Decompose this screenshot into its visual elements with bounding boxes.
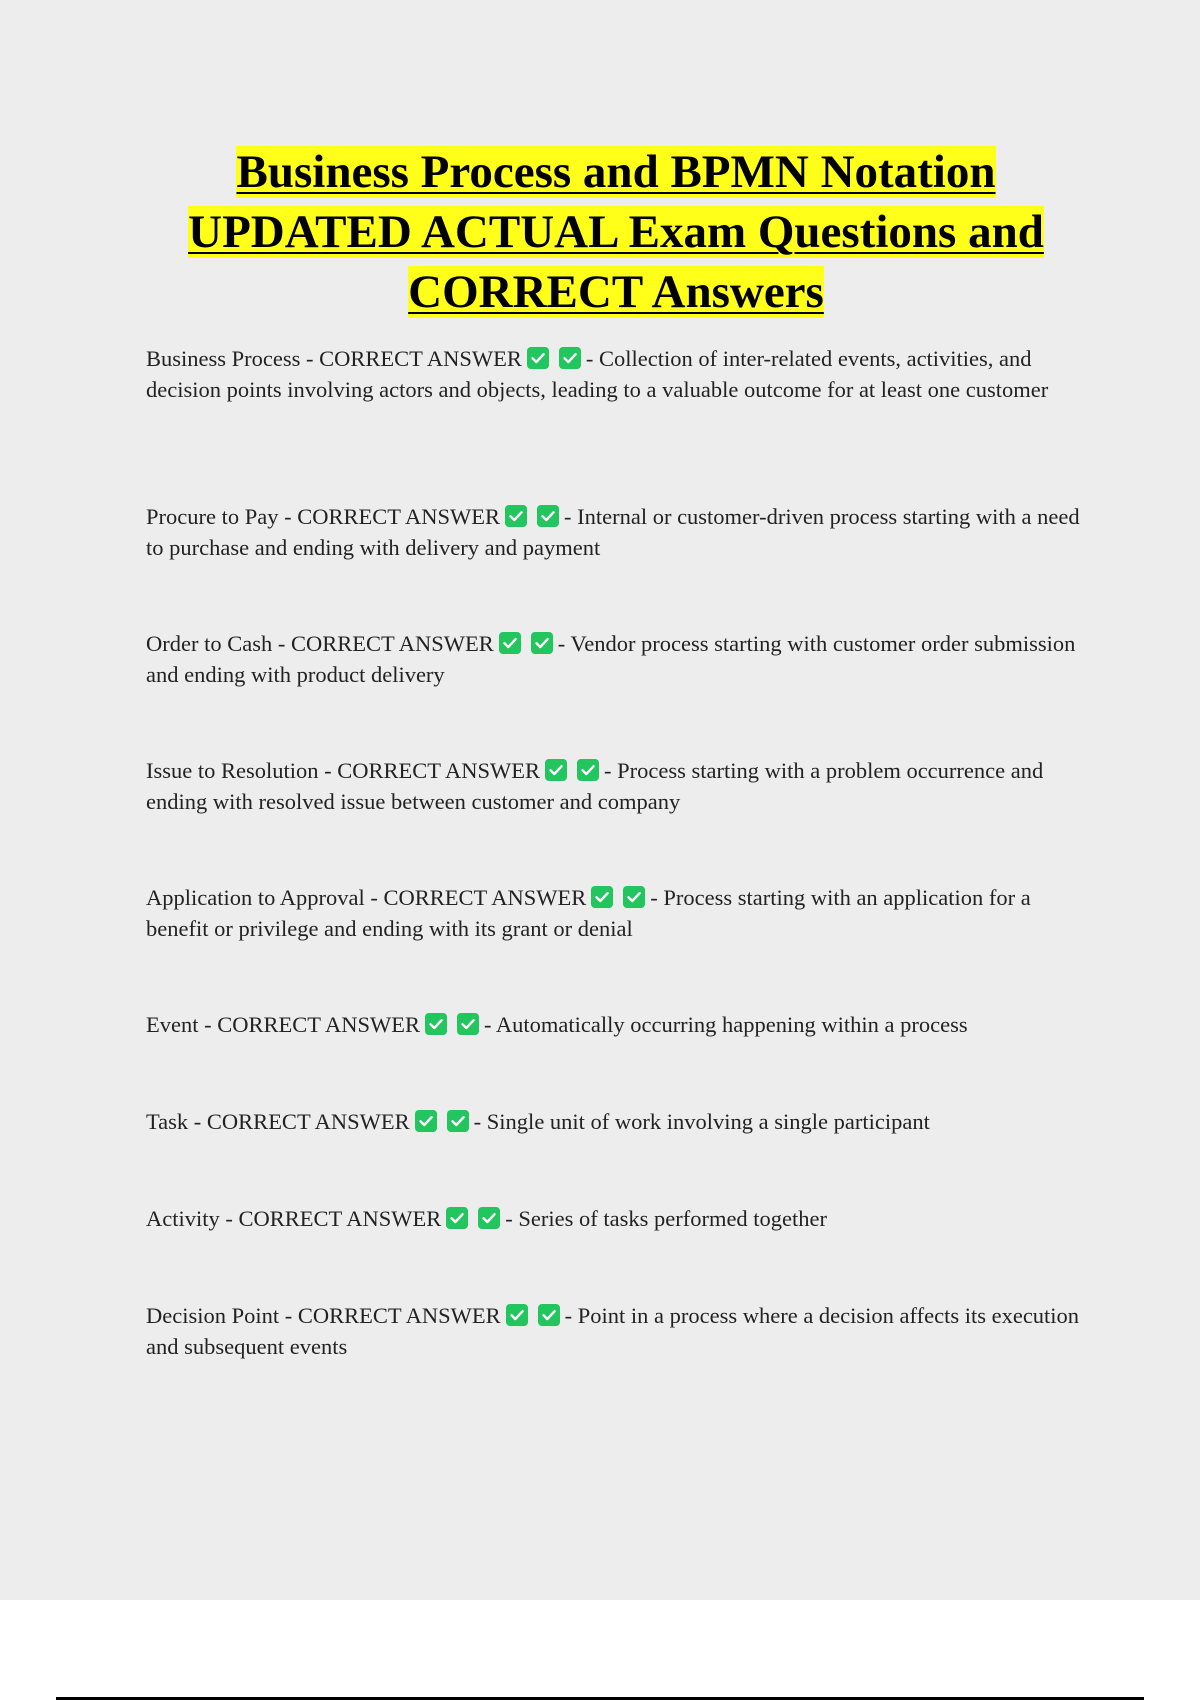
document-title <box>140 142 1092 322</box>
check-icon <box>591 886 613 908</box>
entry-term: Activity <box>146 1206 220 1231</box>
entry-term: Application to Approval <box>146 885 365 910</box>
check-icon <box>559 347 581 369</box>
check-icon <box>415 1110 437 1132</box>
entry-term: Task <box>146 1109 189 1134</box>
qa-entry: Procure to Pay - CORRECT ANSWER - Internal or customer-driven process starting with a need to purchase and ending with delivery and payment <box>146 504 1080 560</box>
answer-marker: CORRECT ANSWER <box>383 885 587 910</box>
answer-marker: CORRECT ANSWER <box>319 346 522 371</box>
check-icon <box>545 759 567 781</box>
entry-definition: Vendor process starting with customer order submission and ending with product delivery <box>146 631 1076 687</box>
check-icon <box>538 1304 560 1326</box>
check-icon <box>623 886 645 908</box>
answer-marker: CORRECT ANSWER <box>206 1109 410 1134</box>
check-icon <box>531 632 553 654</box>
answer-marker: CORRECT ANSWER <box>337 758 540 783</box>
entry-term: Business Process <box>146 346 301 371</box>
check-icon <box>478 1207 500 1229</box>
check-icon <box>447 1110 469 1132</box>
qa-entry: Business Process - CORRECT ANSWER - Collection of inter-related events, activities, and decision points involving actors and objects, leading to a valuable outcome for at least one customer <box>146 346 1049 402</box>
title-line: CORRECT Answers <box>408 266 824 318</box>
qa-entry: Activity - CORRECT ANSWER - Series of tasks performed together <box>146 1206 828 1231</box>
entry-term: Decision Point <box>146 1303 280 1328</box>
entry-term: Issue to Resolution <box>146 758 319 783</box>
entry-term: Order to Cash <box>146 631 273 656</box>
check-icon <box>527 347 549 369</box>
entry-definition: Internal or customer-driven process starting with a need to purchase and ending with delivery and payment <box>146 504 1080 560</box>
check-icon <box>577 759 599 781</box>
check-icon <box>505 505 527 527</box>
qa-entry: Order to Cash - CORRECT ANSWER - Vendor process starting with customer order submission and ending with product delivery <box>146 631 1076 687</box>
entry-definition: Automatically occurring happening within a process <box>495 1012 968 1037</box>
answer-marker: CORRECT ANSWER <box>297 504 500 529</box>
answer-marker: CORRECT ANSWER <box>290 631 494 656</box>
entry-definition: Series of tasks performed together <box>518 1206 828 1231</box>
check-icon <box>506 1304 528 1326</box>
qa-entry: Event - CORRECT ANSWER - Automatically occurring happening within a process <box>146 1012 968 1037</box>
entry-definition: Point in a process where a decision affects its execution and subsequent events <box>146 1303 1080 1359</box>
qa-entry: Decision Point - CORRECT ANSWER - Point in a process where a decision affects its execution and subsequent events <box>146 1303 1080 1359</box>
check-icon <box>499 632 521 654</box>
title-line: UPDATED ACTUAL Exam Questions and <box>188 206 1044 258</box>
entry-definition: Single unit of work involving a single participant <box>486 1109 930 1134</box>
check-icon <box>425 1013 447 1035</box>
qa-entry: Issue to Resolution - CORRECT ANSWER - Process starting with a problem occurrence and ending with resolved issue between customer and company <box>146 758 1044 814</box>
entry-definition: Process starting with a problem occurrence and ending with resolved issue between customer and company <box>146 758 1044 814</box>
answer-marker: CORRECT ANSWER <box>238 1206 442 1231</box>
entry-term: Procure to Pay <box>146 504 279 529</box>
entry-definition: Collection of inter-related events, activities, and decision points involving actors and objects, leading to a valuable outcome for at least one customer <box>146 346 1049 402</box>
check-icon <box>457 1013 479 1035</box>
qa-entry: Task - CORRECT ANSWER - Single unit of work involving a single participant <box>146 1109 930 1134</box>
answer-marker: CORRECT ANSWER <box>297 1303 501 1328</box>
qa-entry: Application to Approval - CORRECT ANSWER - Process starting with an application for a benefit or privilege and ending with its grant or denial <box>146 885 1031 941</box>
title-line: Business Process and BPMN Notation <box>236 146 996 198</box>
check-icon <box>537 505 559 527</box>
entry-term: Event <box>146 1012 199 1037</box>
check-icon <box>446 1207 468 1229</box>
answer-marker: CORRECT ANSWER <box>217 1012 420 1037</box>
entry-definition: Process starting with an application for a benefit or privilege and ending with its grant or denial <box>146 885 1031 941</box>
